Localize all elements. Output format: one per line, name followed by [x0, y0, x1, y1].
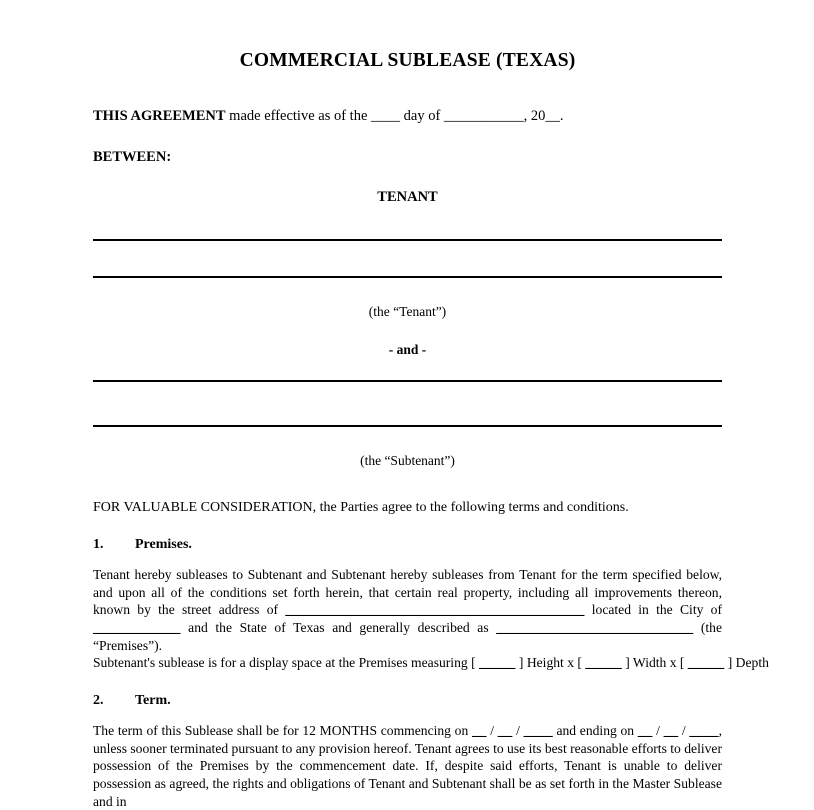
tenant-rule-gap [93, 241, 722, 276]
section-term-number: 2. [93, 693, 104, 709]
term-start-month-blank: __ [471, 723, 487, 739]
premises-text-1: Tenant hereby subleases to Subtenant and Subtenant hereby subleases from Tenant for the term specified below, and upon all of the conditions set forth herein, that certain real property, including all improvements thereon, known by the street address of [93, 567, 722, 618]
term-date-sep-4: / [678, 723, 690, 739]
term-start-year-blank: ____ [523, 723, 553, 739]
section-premises-title: Premises. [135, 537, 192, 552]
agreement-lead-label: THIS AGREEMENT [93, 108, 226, 124]
premises-text-4: (the “Premises”). [93, 620, 722, 653]
section-premises-number: 1. [93, 537, 104, 552]
term-text-3: , unless sooner terminated pursuant to any provision hereof. Tenant agrees to use its best reasonable efforts to deliver possession of the Premises by the commencement date. If, despite said efforts, Tenant is unable to deliver possession as agreed, the rights and obligations of Tenant and Subtenant shall be as set forth in the Master Sublease and in [93, 723, 723, 809]
display-text-4: ] Depth [724, 655, 769, 671]
term-date-sep-2: / [512, 723, 524, 739]
subtenant-rule-gap [93, 382, 722, 425]
section-term [93, 693, 722, 810]
between-label: BETWEEN: [93, 149, 172, 165]
display-depth-blank: _____ [687, 655, 725, 671]
premises-street-blank: _________________________________________ [285, 602, 585, 618]
section-term-body [93, 722, 722, 810]
document-content [93, 0, 769, 810]
section-premises-body [93, 566, 769, 672]
term-date-sep-3: / [652, 723, 664, 739]
tenant-signature-block [93, 239, 722, 278]
premises-city-blank: ____________ [93, 620, 181, 636]
agreement-intro-text: made effective as of the ____ day of ___________, 20__. [225, 108, 564, 124]
section-premises-heading [93, 537, 722, 553]
subtenant-caption: (the “Subtenant”) [360, 453, 455, 468]
term-text-1: The term of this Sublease shall be for 12 MONTHS commencing on [93, 723, 472, 739]
section-premises [93, 537, 769, 672]
subtenant-address-rule [93, 425, 722, 427]
term-end-day-blank: __ [663, 723, 679, 739]
premises-text-3: and the State of Texas and generally described as [180, 620, 497, 636]
display-space-line [93, 654, 769, 672]
premises-text-2: located in the City of [584, 602, 722, 618]
term-date-sep-1: / [486, 723, 498, 739]
term-start-day-blank: __ [497, 723, 513, 739]
consideration-clause: FOR VALUABLE CONSIDERATION, the Parties agree to the following terms and conditions. [93, 500, 629, 515]
display-width-blank: _____ [585, 655, 622, 671]
and-separator: - and - [388, 342, 427, 357]
section-term-heading [93, 693, 722, 709]
section-term-title: Term. [135, 693, 171, 709]
tenant-address-rule [93, 276, 722, 278]
display-height-blank: _____ [479, 655, 516, 671]
premises-description-blank: ___________________________ [496, 620, 694, 636]
term-end-year-blank: ____ [689, 723, 719, 739]
term-text-2: and ending on [552, 723, 638, 739]
agreement-intro-line [93, 108, 722, 125]
subtenant-signature-block [93, 380, 722, 427]
display-text-1: Subtenant's sublease is for a display space at the Premises measuring [ [93, 655, 480, 671]
term-end-month-blank: __ [637, 723, 653, 739]
display-text-3: ] Width x [ [621, 655, 688, 671]
page-title: COMMERCIAL SUBLEASE (TEXAS) [239, 50, 576, 71]
tenant-caption: (the “Tenant”) [368, 304, 447, 319]
display-text-2: ] Height x [ [515, 655, 586, 671]
tenant-heading: TENANT [377, 189, 438, 205]
